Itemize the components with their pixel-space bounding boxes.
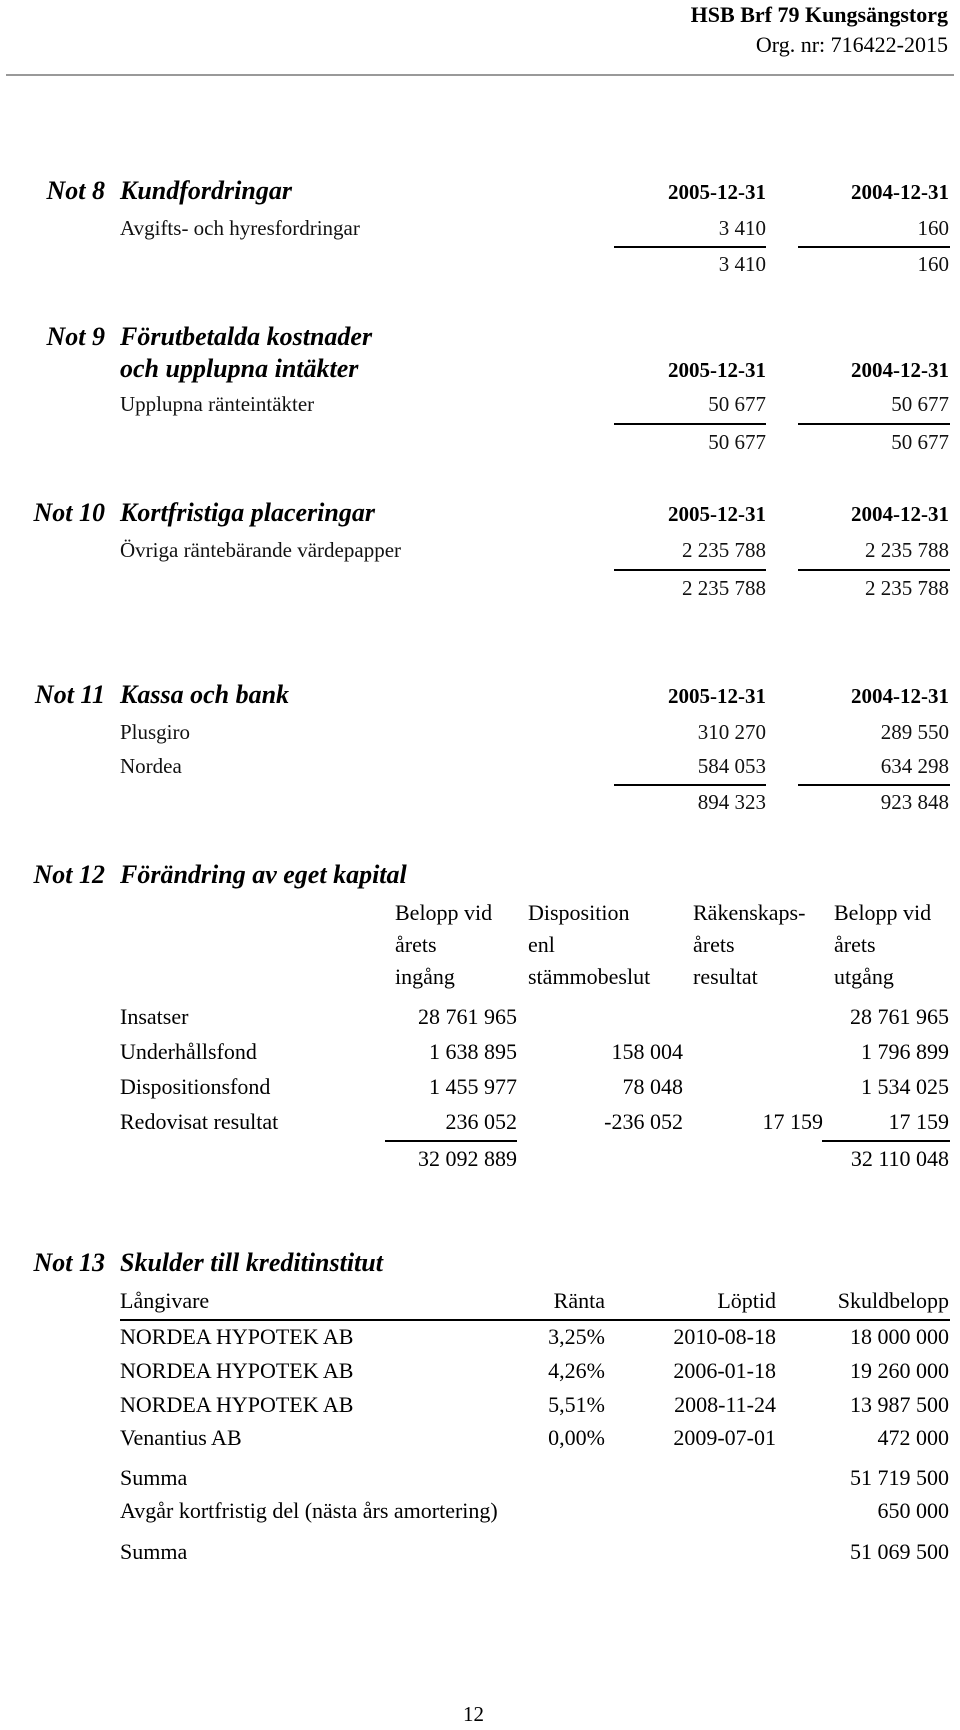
header-lender: Långivare xyxy=(120,1288,210,1313)
note-title: Kundfordringar xyxy=(120,176,292,205)
sum-line xyxy=(798,246,950,248)
col-header-1-line2: årets xyxy=(395,932,437,957)
short-term-label: Avgår kortfristig del (nästa års amortering) xyxy=(120,1498,498,1523)
col-header-3-line2: årets xyxy=(693,932,735,957)
col-header-3-line3: resultat xyxy=(693,964,758,989)
row-value-2005: 50 677 xyxy=(708,392,766,416)
col-header-3-line1: Räkenskaps- xyxy=(693,900,806,925)
loan-amount: 19 260 000 xyxy=(850,1358,949,1383)
sum-line xyxy=(798,423,950,425)
row-closing: 1 534 025 xyxy=(861,1074,949,1099)
column-header-2005: 2005-12-31 xyxy=(668,358,766,382)
col-header-1-line1: Belopp vid xyxy=(395,900,493,925)
org-name: HSB Brf 79 Kungsängstorg xyxy=(690,2,948,27)
column-header-2004: 2004-12-31 xyxy=(851,358,949,382)
col-header-2-line2: enl xyxy=(528,932,555,957)
header-term: Löptid xyxy=(717,1288,776,1313)
column-header-2005: 2005-12-31 xyxy=(668,502,766,526)
note-title: Kassa och bank xyxy=(120,680,290,709)
org-number: Org. nr: 716422-2015 xyxy=(755,32,948,57)
loan-rate: 3,25% xyxy=(548,1324,605,1349)
row-value-2004: 289 550 xyxy=(880,720,949,744)
row-closing: 17 159 xyxy=(888,1109,949,1134)
row-value-2004: 50 677 xyxy=(891,392,949,416)
column-header-2004: 2004-12-31 xyxy=(851,502,949,526)
total-2005: 894 323 xyxy=(697,790,766,814)
row-opening: 236 052 xyxy=(445,1109,517,1134)
loan-term: 2009-07-01 xyxy=(673,1425,776,1450)
row-disposition: 158 004 xyxy=(611,1039,683,1064)
note-title-line2: och upplupna intäkter xyxy=(120,354,359,383)
summa-value: 51 719 500 xyxy=(850,1465,949,1490)
summa-net-value: 51 069 500 xyxy=(850,1539,949,1564)
loan-lender: NORDEA HYPOTEK AB xyxy=(120,1358,354,1383)
row-value-2005: 3 410 xyxy=(718,216,766,240)
row-label: Avgifts- och hyresfordringar xyxy=(120,216,360,240)
row-disposition: 78 048 xyxy=(622,1074,683,1099)
total-closing: 32 110 048 xyxy=(850,1146,949,1171)
summa-label: Summa xyxy=(120,1465,188,1490)
row-value-2005: 584 053 xyxy=(697,754,766,778)
col-header-4-line3: utgång xyxy=(834,964,894,989)
note-number: Not 11 xyxy=(34,680,105,709)
row-opening: 28 761 965 xyxy=(418,1004,517,1029)
row-disposition: -236 052 xyxy=(604,1109,683,1134)
row-closing: 28 761 965 xyxy=(850,1004,949,1029)
column-header-2005: 2005-12-31 xyxy=(668,684,766,708)
loan-rate: 0,00% xyxy=(548,1425,605,1450)
total-2005: 3 410 xyxy=(718,252,766,276)
note-title: Förändring av eget kapital xyxy=(120,860,407,889)
note-number: Not 13 xyxy=(33,1248,105,1277)
column-header-2005: 2005-12-31 xyxy=(668,180,766,204)
row-value-2004: 634 298 xyxy=(880,754,949,778)
note-title: Skulder till kreditinstitut xyxy=(120,1248,383,1277)
sum-line xyxy=(798,569,950,571)
sum-line xyxy=(385,1140,517,1142)
total-opening: 32 092 889 xyxy=(418,1146,517,1171)
loan-amount: 472 000 xyxy=(877,1425,949,1450)
row-value-2004: 2 235 788 xyxy=(865,538,949,562)
loan-lender: Venantius AB xyxy=(120,1425,242,1450)
loan-term: 2006-01-18 xyxy=(673,1358,776,1383)
note-number: Not 8 xyxy=(46,176,105,205)
row-label: Dispositionsfond xyxy=(120,1074,271,1099)
row-label: Underhållsfond xyxy=(120,1039,257,1064)
row-value-2005: 2 235 788 xyxy=(682,538,766,562)
loan-rate: 5,51% xyxy=(548,1392,605,1417)
loan-lender: NORDEA HYPOTEK AB xyxy=(120,1324,354,1349)
row-label: Insatser xyxy=(120,1004,189,1029)
note-number: Not 9 xyxy=(46,322,105,351)
row-value-2004: 160 xyxy=(917,216,949,240)
loan-term: 2010-08-18 xyxy=(673,1324,776,1349)
row-label: Nordea xyxy=(120,754,182,778)
note-title: Kortfristiga placeringar xyxy=(120,498,375,527)
total-2005: 50 677 xyxy=(708,430,766,454)
total-2004: 50 677 xyxy=(891,430,949,454)
total-2004: 923 848 xyxy=(880,790,949,814)
row-label: Övriga räntebärande värdepapper xyxy=(120,538,402,562)
row-closing: 1 796 899 xyxy=(861,1039,949,1064)
sum-line xyxy=(614,246,766,248)
loan-lender: NORDEA HYPOTEK AB xyxy=(120,1392,354,1417)
note-number: Not 10 xyxy=(33,498,105,527)
row-label: Upplupna ränteintäkter xyxy=(120,392,315,416)
sum-line xyxy=(614,569,766,571)
column-header-2004: 2004-12-31 xyxy=(851,180,949,204)
col-header-4-line2: årets xyxy=(834,932,876,957)
col-header-2-line3: stämmobeslut xyxy=(528,964,651,989)
note-number: Not 12 xyxy=(33,860,105,889)
short-term-value: 650 000 xyxy=(877,1498,949,1523)
header-divider xyxy=(6,74,954,76)
row-label: Redovisat resultat xyxy=(120,1109,279,1134)
col-header-4-line1: Belopp vid xyxy=(834,900,932,925)
summa-net-label: Summa xyxy=(120,1539,188,1564)
sum-line xyxy=(614,423,766,425)
header-rate: Ränta xyxy=(553,1288,605,1313)
row-value-2005: 310 270 xyxy=(697,720,766,744)
page-number: 12 xyxy=(463,1702,484,1726)
total-2004: 2 235 788 xyxy=(865,576,949,600)
row-opening: 1 455 977 xyxy=(429,1074,517,1099)
header-amount: Skuldbelopp xyxy=(837,1288,949,1313)
total-2005: 2 235 788 xyxy=(682,576,766,600)
row-result: 17 159 xyxy=(762,1109,823,1134)
col-header-2-line1: Disposition xyxy=(528,900,630,925)
col-header-1-line3: ingång xyxy=(395,964,455,989)
loan-rate: 4,26% xyxy=(548,1358,605,1383)
note-title-line1: Förutbetalda kostnader xyxy=(120,322,373,351)
loan-amount: 13 987 500 xyxy=(850,1392,949,1417)
row-label: Plusgiro xyxy=(120,720,191,744)
sum-line xyxy=(822,1140,950,1142)
loan-amount: 18 000 000 xyxy=(850,1324,949,1349)
sum-line xyxy=(798,784,950,786)
total-2004: 160 xyxy=(917,252,949,276)
sum-line xyxy=(614,784,766,786)
row-opening: 1 638 895 xyxy=(429,1039,517,1064)
column-header-2004: 2004-12-31 xyxy=(851,684,949,708)
header-underline xyxy=(120,1319,950,1321)
loan-term: 2008-11-24 xyxy=(674,1392,776,1417)
